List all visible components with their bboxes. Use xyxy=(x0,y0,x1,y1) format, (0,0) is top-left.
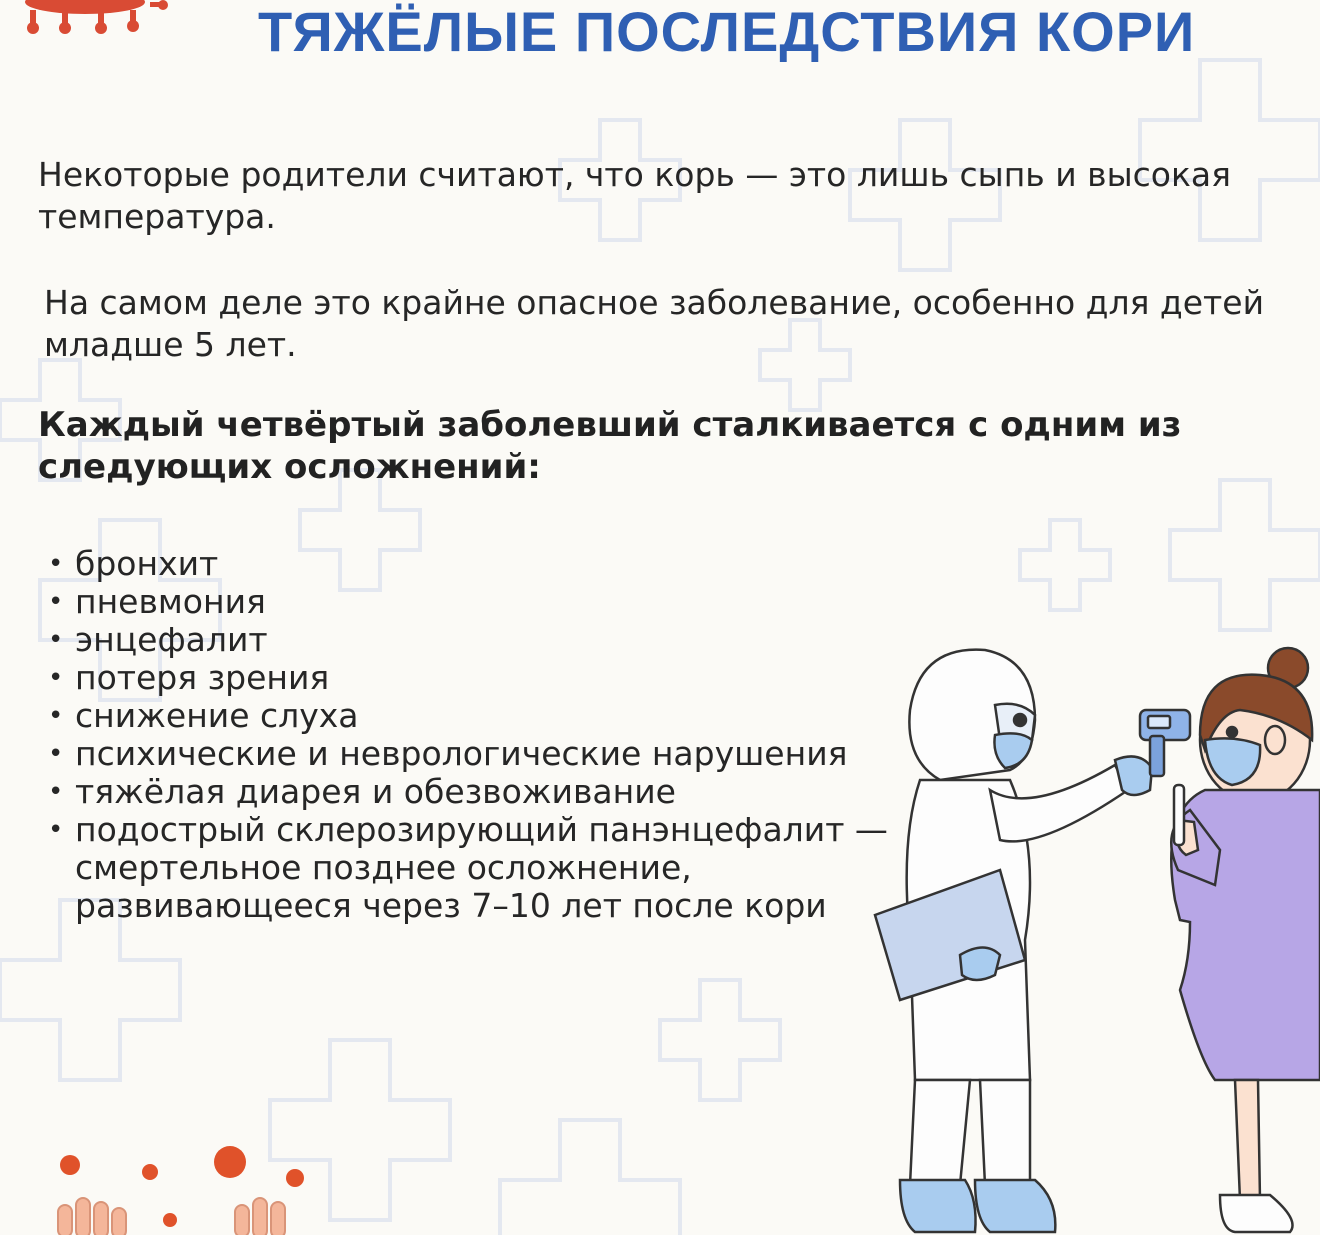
temperature-check-illustration xyxy=(860,640,1320,1235)
intro-paragraph: Некоторые родители считают, что корь — это лишь сыпь и высокая температура. xyxy=(38,155,1231,236)
page-title: ТЯЖЁЛЫЕ ПОСЛЕДСТВИЯ КОРИ xyxy=(258,0,1196,63)
doctor-illustration xyxy=(875,650,1190,1232)
hands-viruses-decoration xyxy=(40,1140,310,1235)
list-item: • бронхит xyxy=(44,545,904,583)
list-item: • снижение слуха xyxy=(44,697,904,735)
danger-paragraph: На самом деле это крайне опасное заболевание, особенно для детей младше 5 лет. xyxy=(44,283,1265,364)
hand-icon xyxy=(58,1198,126,1235)
hand-icon xyxy=(235,1198,285,1235)
list-item: • подострый склерозирующий панэнцефалит — смертельное позднее осложнение, развивающееся через 7–10 лет после кори xyxy=(44,811,904,925)
list-item: • энцефалит xyxy=(44,621,904,659)
complications-list xyxy=(44,545,904,925)
girl-illustration xyxy=(1171,648,1320,1232)
virus-icon xyxy=(0,0,170,40)
list-item: • пневмония xyxy=(44,583,904,621)
complications-heading: Каждый четвёртый заболевший сталкивается с одним из следующих осложнений: xyxy=(38,405,1182,487)
list-item: • психические и неврологические нарушения xyxy=(44,735,904,773)
list-item: • потеря зрения xyxy=(44,659,904,697)
list-item: • тяжёлая диарея и обезвоживание xyxy=(44,773,904,811)
